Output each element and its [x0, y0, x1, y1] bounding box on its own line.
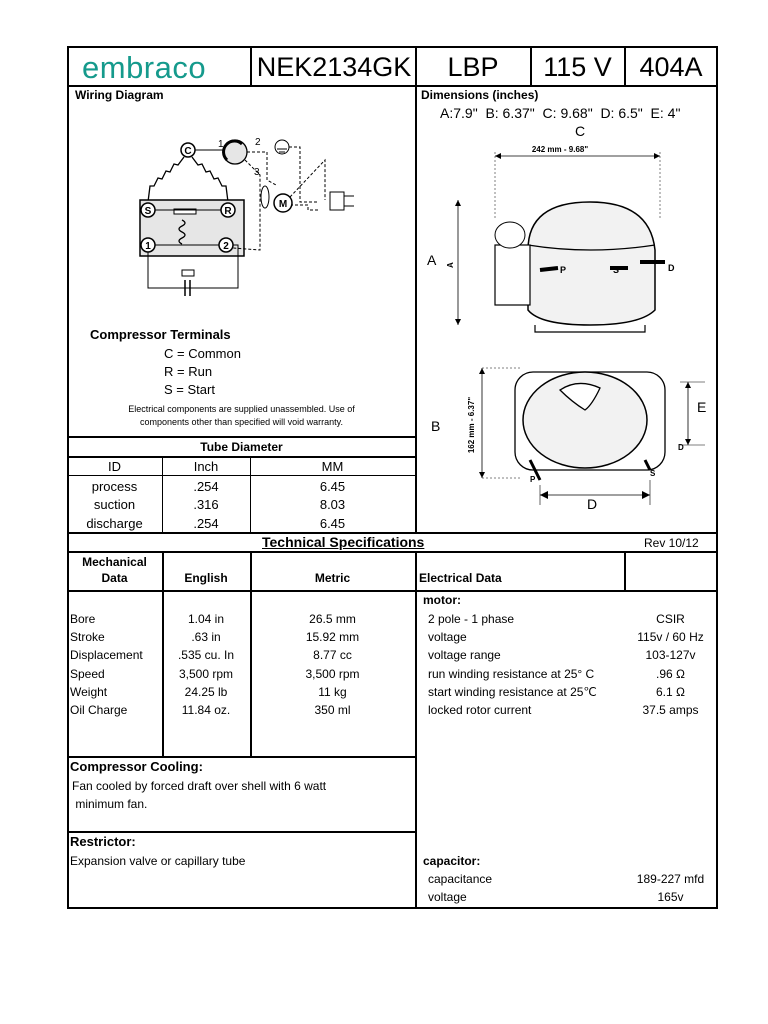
- terminal-1-label: 1: [145, 241, 151, 252]
- dimension-c-label: C: [575, 123, 586, 139]
- mech-stroke-label: Stroke: [70, 630, 105, 644]
- mech-stroke-metric: 15.92 mm: [305, 630, 360, 644]
- specs-header-border: [67, 551, 718, 553]
- cooling-text-line-2: minimum fan.: [72, 797, 148, 811]
- tube-row-suction-id: suction: [93, 497, 136, 512]
- mech-displacement-metric: 8.77 cc: [313, 648, 352, 662]
- tube-row-process-mm: 6.45: [319, 479, 346, 494]
- compressor-top-view: [460, 360, 710, 510]
- tube-row-suction-mm: 8.03: [319, 497, 346, 512]
- revision-label: Rev 10/12: [644, 536, 699, 550]
- capacitor-capacitance-label: capacitance: [428, 872, 493, 886]
- brand-logo: [82, 48, 242, 88]
- terminal-c-label: C: [184, 146, 192, 157]
- winding-right: [192, 157, 228, 202]
- cooling-text-line-1: Fan cooled by forced draft over shell with 6 watt: [72, 779, 327, 793]
- mech-oil-english: 11.84 oz.: [181, 703, 231, 717]
- mech-weight-label: Weight: [70, 685, 108, 699]
- mech-oil-label: Oil Charge: [70, 703, 128, 717]
- header-sep-1: [250, 46, 252, 86]
- port-d-label: D: [668, 263, 675, 273]
- mech-bore-label: Bore: [70, 612, 96, 626]
- capacitor-title: capacitor:: [423, 854, 481, 868]
- dimension-e-label: E: [697, 399, 707, 415]
- tube-row-suction-inch: .316: [193, 497, 219, 512]
- dimension-b-label: B: [431, 418, 441, 434]
- specs-col-sep-4: [624, 551, 626, 591]
- capacitor-capacitance-value: 189-227 mfd: [636, 872, 705, 886]
- mech-displacement-english: .535 cu. In: [177, 648, 235, 662]
- wiring-diagram: [130, 130, 365, 300]
- brand-logo-text: embraco: [82, 50, 207, 85]
- specs-title: Technical Specifications: [262, 534, 425, 550]
- english-header: English: [184, 571, 228, 585]
- electrical-header: Electrical Data: [419, 571, 502, 585]
- compressor-side-view: [440, 140, 690, 340]
- tube-colhead-border: [67, 475, 416, 476]
- header-sep-2: [530, 46, 532, 86]
- elec-start-winding-label: start winding resistance at 25℃: [428, 685, 597, 699]
- application-type: LBP: [447, 51, 499, 82]
- tube-row-discharge-mm: 6.45: [319, 516, 346, 531]
- depth-dimension-text: 162 mm - 6.37": [467, 396, 476, 454]
- mech-oil-metric: 350 ml: [314, 703, 351, 717]
- tube-header-mm: MM: [321, 459, 344, 474]
- dimension-d-label: D: [587, 496, 598, 512]
- port-p-label: P: [560, 265, 567, 275]
- elec-pole-label: 2 pole - 1 phase: [428, 612, 515, 626]
- mech-weight-metric: 11 kg: [318, 685, 347, 699]
- tube-header-border: [67, 456, 416, 458]
- elec-range-label: voltage range: [428, 648, 501, 662]
- dimension-a-label: A: [427, 252, 437, 268]
- header-divider: [67, 85, 718, 87]
- mech-displacement-label: Displacement: [70, 648, 143, 662]
- terminal-common: C = Common: [164, 346, 241, 361]
- mech-speed-metric: 3,500 rpm: [305, 667, 360, 681]
- compressor-terminals-title: Compressor Terminals: [90, 327, 231, 342]
- dimensions-title: Dimensions (inches): [421, 88, 539, 102]
- specs-colhead-border: [67, 590, 718, 592]
- metric-header: Metric: [314, 571, 351, 585]
- capacitor-voltage-label: voltage: [428, 890, 467, 904]
- capacitor-resistor: [182, 270, 194, 276]
- voltage-rating: 115 V: [543, 51, 612, 82]
- mechanical-header-line-2: Data: [101, 571, 128, 585]
- warranty-note-line-1: Electrical components are supplied unassembled. Use of: [128, 404, 355, 414]
- fan-blade-icon: [261, 186, 269, 208]
- terminal-2-label: 2: [223, 241, 229, 252]
- fan-motor-label: M: [278, 199, 288, 210]
- tube-row-discharge-inch: .254: [193, 516, 219, 531]
- top-port-s-label: S: [650, 469, 656, 478]
- tube-header-id: ID: [108, 459, 121, 474]
- dimensions-values: A:7.9" B: 6.37" C: 9.68" D: 6.5" E: 4": [440, 105, 681, 121]
- top-port-d-label: D: [678, 443, 684, 452]
- port-s-label: S: [613, 265, 620, 275]
- winding-left: [148, 157, 184, 202]
- terminal-box: [495, 245, 530, 305]
- specs-col-sep-3: [415, 551, 417, 908]
- motor-title: motor:: [423, 593, 461, 607]
- protector-pin-3: 3: [254, 167, 260, 178]
- mech-bore-metric: 26.5 mm: [309, 612, 356, 626]
- tube-diameter-title: Tube Diameter: [200, 440, 283, 454]
- terminal-run: R = Run: [164, 364, 213, 379]
- elec-voltage-value: 115v / 60 Hz: [637, 630, 704, 644]
- restrictor-text: Expansion valve or capillary tube: [70, 854, 246, 868]
- terminal-r-label: R: [224, 206, 232, 217]
- elec-range-value: 103-127v: [645, 648, 696, 662]
- terminal-s-label: S: [144, 206, 152, 217]
- elec-start-winding-value: 6.1 Ω: [656, 685, 685, 699]
- mechanical-header-line-1: Mechanical: [82, 555, 147, 569]
- terminal-start: S = Start: [164, 382, 215, 397]
- plug-icon: [330, 192, 344, 210]
- elec-voltage-label: voltage: [428, 630, 467, 644]
- wiring-diagram-title: Wiring Diagram: [75, 88, 164, 102]
- width-dimension-text: 242 mm - 9.68": [531, 145, 589, 154]
- mech-weight-english: 24.25 lb: [184, 685, 228, 699]
- center-divider: [415, 46, 417, 533]
- tube-row-process-inch: .254: [193, 479, 219, 494]
- elec-locked-rotor-label: locked rotor current: [428, 703, 532, 717]
- protector-pin-1: 1: [218, 139, 224, 150]
- header-sep-3: [624, 46, 626, 86]
- mech-speed-label: Speed: [70, 667, 105, 681]
- mech-stroke-english: .63 in: [191, 630, 221, 644]
- model-number: NEK2134GK: [256, 51, 412, 82]
- tube-top-border: [67, 436, 416, 438]
- elec-pole-value: CSIR: [656, 612, 685, 626]
- tube-row-discharge-id: discharge: [86, 516, 143, 531]
- cooling-title: Compressor Cooling:: [70, 759, 203, 774]
- capacitor-voltage-value: 165v: [657, 890, 684, 904]
- elec-run-winding-value: .96 Ω: [656, 667, 685, 681]
- cooling-top-border: [67, 756, 416, 758]
- compressor-shell: [528, 202, 655, 325]
- refrigerant-code: 404A: [639, 51, 703, 82]
- tube-row-process-id: process: [91, 479, 138, 494]
- restrictor-top-border: [67, 831, 416, 833]
- top-port-p-label: P: [530, 475, 536, 484]
- warranty-note-line-2: components other than specified will void warranty.: [140, 417, 343, 427]
- protector-pin-2: 2: [255, 137, 261, 148]
- elec-locked-rotor-value: 37.5 amps: [642, 703, 699, 717]
- tube-header-inch: Inch: [193, 459, 219, 474]
- side-a-small-label: A: [446, 262, 455, 268]
- protector-cap: [495, 222, 525, 248]
- mech-bore-english: 1.04 in: [187, 612, 225, 626]
- restrictor-title: Restrictor:: [70, 834, 136, 849]
- elec-run-winding-label: run winding resistance at 25° C: [428, 667, 595, 681]
- mech-speed-english: 3,500 rpm: [178, 667, 234, 681]
